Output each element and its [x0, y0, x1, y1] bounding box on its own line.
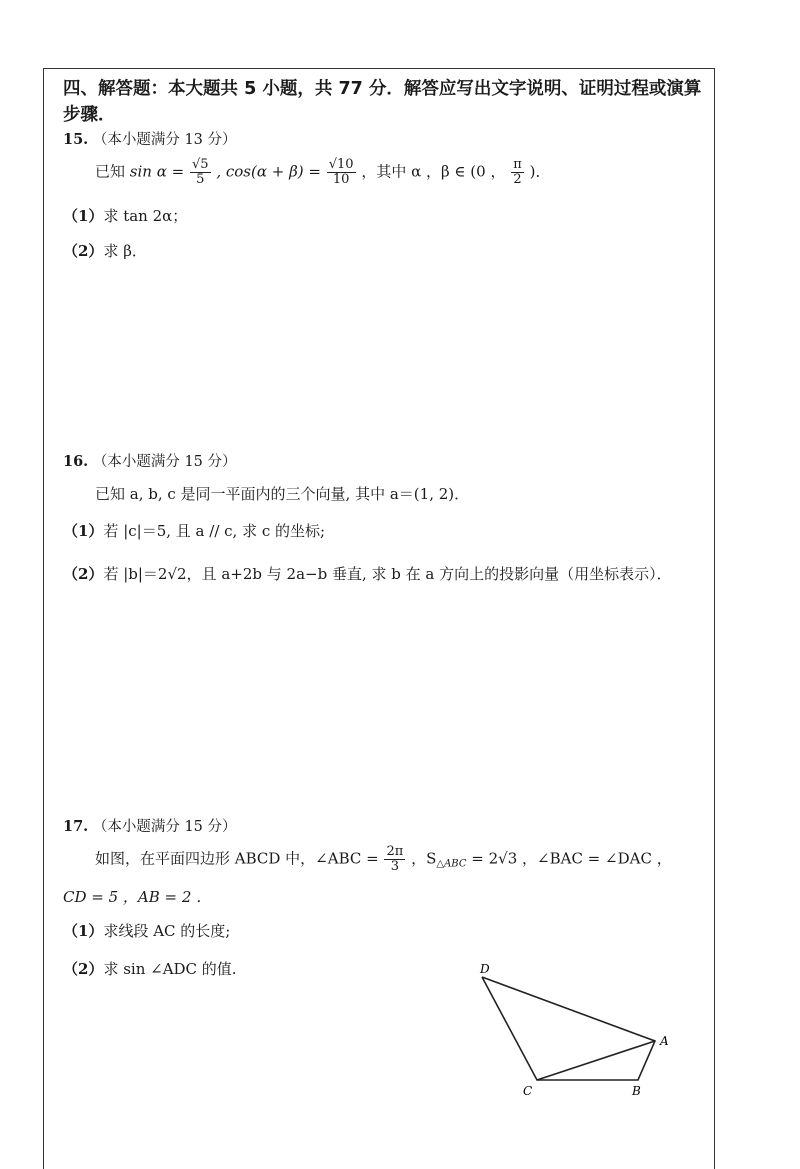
- q15-domain-suffix: )．: [529, 162, 551, 181]
- q15-part1-label: （1）: [63, 207, 104, 225]
- quadrilateral-outline: [482, 977, 655, 1080]
- q15-header: [63, 128, 237, 149]
- q17-angle-fraction: [384, 845, 405, 874]
- q15-number: 15.: [63, 131, 89, 148]
- q16-part2-label: （2）: [63, 565, 104, 583]
- q15-points: （本小题满分 13 分）: [92, 132, 237, 148]
- diagonal-ac: [537, 1041, 655, 1080]
- q16-given: 已知 a, b, c 是同一平面内的三个向量, 其中 a＝(1, 2)．: [95, 485, 470, 503]
- section-title: 四、解答题：本大题共 5 小题，共 77 分．解答应写出文字说明、证明过程或演算步骤．: [63, 79, 702, 125]
- q17-number: 17.: [63, 818, 89, 835]
- q17-points: （本小题满分 15 分）: [92, 819, 237, 835]
- q17-line1: [95, 845, 672, 874]
- label-a: A: [660, 1034, 669, 1048]
- q15-pi-fraction: [511, 158, 524, 187]
- q15-cos-sum: , cos(α + β) =: [216, 162, 321, 181]
- q15-cos-den: 10: [332, 172, 350, 187]
- q15-part2-text: 求 β．: [103, 242, 147, 260]
- q17-line2: CD = 5 ，AB = 2 ．: [63, 888, 212, 906]
- quadrilateral-diagram: [470, 955, 690, 1105]
- q15-pi-den: 2: [513, 172, 522, 187]
- q16-header: [63, 450, 237, 471]
- q17-line1-a: 如图，在平面四边形 ABCD 中，∠ABC =: [95, 849, 379, 868]
- q15-cos-fraction: [327, 158, 356, 187]
- q15-sin-num: √5: [191, 157, 209, 172]
- q15-part1-text: 求 tan 2α；: [103, 207, 188, 225]
- q15-sin-fraction: [190, 158, 211, 187]
- q17-part1: [63, 920, 230, 941]
- q16-points: （本小题满分 15 分）: [92, 454, 237, 470]
- q15-part2: [63, 240, 147, 261]
- q17-part1-text: 求线段 AC 的长度;: [103, 922, 231, 940]
- q15-given-prefix: 已知: [95, 162, 126, 181]
- q15-part2-label: （2）: [63, 242, 104, 260]
- label-d: D: [480, 962, 490, 976]
- q15-sin-den: 5: [196, 172, 205, 187]
- q17-part2-label: （2）: [63, 960, 104, 978]
- q17-line1-b: ，S: [411, 849, 437, 868]
- q15-part1: [63, 205, 187, 226]
- q17-angle-den: 3: [390, 859, 400, 874]
- q16-part1: [63, 520, 325, 541]
- q16-part2-text: 若 |b|＝2√2，且 a+2b 与 2a−b 垂直, 求 b 在 a 方向上的投影向量（用坐标表示）．: [103, 565, 672, 583]
- q15-pi-num: π: [513, 157, 522, 172]
- q15-given: [95, 158, 550, 187]
- label-c: C: [523, 1084, 533, 1098]
- q17-part1-label: （1）: [63, 922, 104, 940]
- q17-area-sub: △ABC: [436, 858, 467, 870]
- q15-domain-prefix: ，其中 α ，β ∈ (0 ，: [361, 162, 506, 181]
- label-b: B: [632, 1084, 641, 1098]
- q17-part2-text: 求 sin ∠ADC 的值.: [103, 960, 237, 978]
- q15-sin-alpha: sin α =: [129, 162, 185, 181]
- q16-number: 16.: [63, 453, 89, 470]
- q17-header: [63, 815, 237, 836]
- q17-angle-num: 2π: [386, 844, 404, 859]
- q16-part2: [63, 563, 672, 584]
- q15-cos-num: √10: [328, 157, 354, 172]
- q16-part1-text: 若 |c|＝5, 且 a // c, 求 c 的坐标;: [103, 522, 326, 540]
- q17-part2: [63, 958, 237, 979]
- q16-part1-label: （1）: [63, 522, 104, 540]
- q17-line1-c: = 2√3 ，∠BAC = ∠DAC ，: [471, 849, 672, 868]
